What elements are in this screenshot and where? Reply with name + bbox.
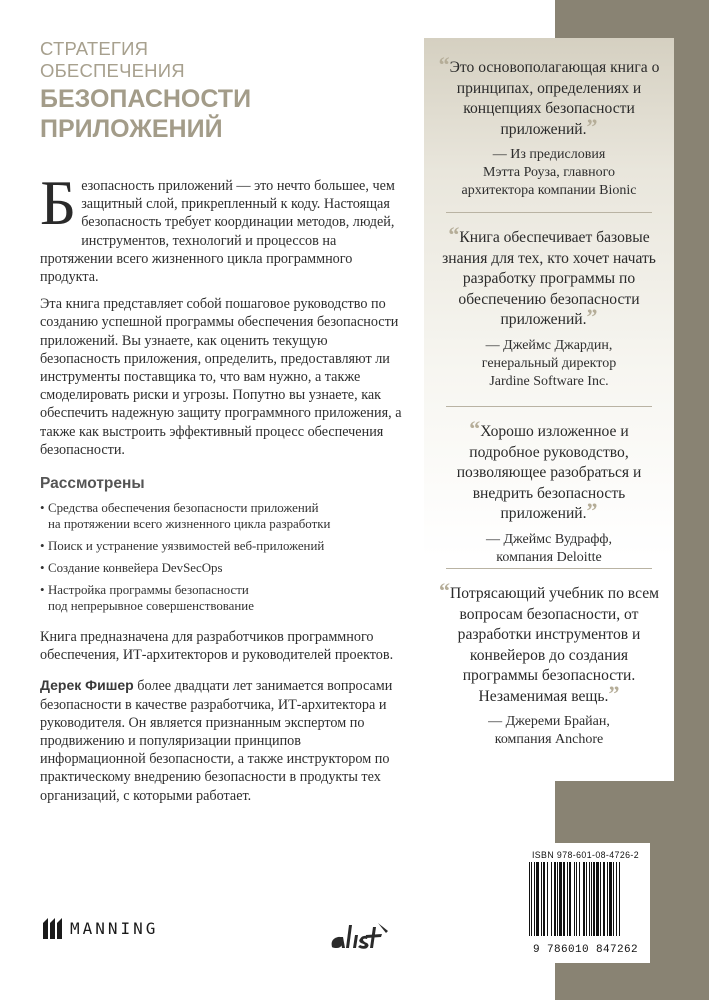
barcode-bar — [559, 862, 562, 936]
barcode-bar — [583, 862, 585, 936]
barcode-bar — [586, 862, 587, 936]
quote-text: Книга обеспечивает базовые знания для тех, кто хочет начать разработку программы по обеспечению безопасности приложений. — [442, 229, 656, 328]
quote-divider — [446, 212, 652, 213]
barcode-bar — [576, 862, 577, 936]
barcode-bars — [527, 860, 644, 938]
book-title — [40, 84, 405, 144]
open-quote-mark: “ — [448, 222, 460, 247]
main-text-column — [40, 38, 405, 805]
author-bio-text: более двадцати лет занимается вопросами безопасности в качестве разработчика, ИТ-архитектора и руководителя. Он является признанным экспертом по продвижению и популяризации принципов информационной безопасности, а также инструктором по практическому внедрению безопасности в продукты тех организаций, с которыми работает. — [40, 678, 393, 804]
quote-block — [424, 416, 674, 567]
barcode-bar — [613, 862, 614, 936]
close-quote-mark: ” — [586, 304, 598, 329]
quote-text: Хорошо изложенное и подробное руководство, позволяющее разобраться и внедрить безопасность приложений. — [456, 423, 642, 522]
barcode-bar — [596, 862, 599, 936]
quote-block — [424, 222, 674, 391]
quote-text: Потрясающий учебник по всем вопросам безопасности, от разработки инструментов и конвейеров до создания программы безопасности. Незаменимая вещь. — [450, 585, 659, 705]
quote-attribution: — Из предисловия Мэтта Роуза, главного архитектора компании Bionic — [461, 147, 637, 198]
quote-text: Это основополагающая книга о принципах, определениях и концепциях безопасности приложений. — [449, 59, 660, 138]
alist-logo-icon — [328, 917, 398, 957]
barcode-bar — [607, 862, 608, 936]
barcode-bar — [534, 862, 535, 936]
isbn-barcode — [521, 843, 650, 963]
barcode-bar — [531, 862, 532, 936]
list-item: • Настройка программы безопасности под непрерывное совершенствование — [40, 582, 405, 614]
open-quote-mark: “ — [439, 578, 450, 603]
description-paragraph: Эта книга представляет собой пошаговое руководство по созданию успешной программы обеспечения безопасности приложений. Вы узнаете, как оценить текущую безопасность приложения, определить, предоставляют ли инструменты поставщика то, что вам нужно, а также смоделировать риски и угрозы. Попутно вы узнаете, как обеспечить надежную защиту программного приложения, а также как выстроить эффективный процесс обеспечения безопасности. — [40, 296, 402, 458]
barcode-bar — [619, 862, 620, 936]
quote-divider — [446, 406, 652, 407]
barcode-bar — [543, 862, 545, 936]
intro-text: езопасность приложений — это нечто большее, чем защитный слой, прикрепленный к коду. Настоящая безопасность требует координации методов, людей, инструментов, технологий и процессов на протяжении всего жизненного цикла программного продукта. — [40, 178, 395, 286]
quote-attribution: — Джеймс Джардин, генеральный директор Jardine Software Inc. — [481, 337, 617, 389]
isbn-label: ISBN 978-601-08-4726-2 — [531, 850, 640, 860]
quote-attribution: — Джеймс Вудрафф, компания Deloitte — [486, 531, 612, 565]
quote-divider — [446, 568, 652, 569]
close-quote-mark: ” — [586, 113, 598, 139]
quote-block — [424, 52, 674, 200]
barcode-bar — [579, 862, 580, 936]
title-line: ПРИЛОЖЕНИЙ — [40, 115, 223, 143]
quotes-panel — [424, 38, 674, 781]
barcode-bar — [547, 862, 548, 936]
audience-paragraph: Книга предназначена для разработчиков программного обеспечения, ИТ-архитекторов и руководителей проектов. — [40, 629, 394, 664]
manning-mark-icon — [42, 917, 64, 939]
covered-heading: Рассмотрены — [40, 475, 145, 493]
quote-attribution: — Джереми Брайан, компания Anchore — [488, 714, 610, 747]
series-line: СТРАТЕГИЯ — [40, 38, 149, 59]
barcode-bar — [541, 862, 542, 936]
barcode-digits: 9 786010 847262 — [532, 944, 639, 956]
manning-wordmark: MANNING — [70, 918, 159, 938]
barcode-bar — [567, 862, 568, 936]
barcode-bar — [593, 862, 595, 936]
barcode-bar — [574, 862, 575, 936]
barcode-bar — [609, 862, 612, 936]
barcode-bar — [616, 862, 617, 936]
barcode-bar — [536, 862, 539, 936]
open-quote-mark: “ — [438, 52, 450, 77]
series-line: ОБЕСПЕЧЕНИЯ — [40, 60, 185, 81]
quote-block — [424, 578, 674, 749]
barcode-bar — [603, 862, 605, 936]
barcode-bar — [551, 862, 552, 936]
barcode-bar — [591, 862, 592, 936]
barcode-bar — [600, 862, 601, 936]
dropcap-letter: Б — [40, 168, 77, 238]
author-bio — [40, 676, 405, 804]
barcode-bar — [569, 862, 571, 936]
covered-list — [40, 500, 405, 614]
list-item: • Создание конвейера DevSecOps — [40, 560, 405, 576]
manning-logo — [42, 917, 158, 939]
barcode-bar — [529, 862, 530, 936]
barcode-bar — [589, 862, 590, 936]
close-quote-mark: ” — [608, 680, 620, 706]
list-item: • Поиск и устранение уязвимостей веб-приложений — [40, 538, 405, 554]
title-line: БЕЗОПАСНОСТИ — [40, 85, 252, 113]
close-quote-mark: ” — [586, 498, 598, 523]
barcode-bar — [554, 862, 556, 936]
open-quote-mark: “ — [469, 416, 481, 441]
list-item: • Средства обеспечения безопасности приложений на протяжении всего жизненного цикла разработки — [40, 500, 405, 532]
intro-paragraph — [40, 168, 405, 286]
series-title — [40, 38, 405, 82]
barcode-bar — [563, 862, 565, 936]
barcode-bar — [557, 862, 558, 936]
author-name: Дерек Фишер — [40, 677, 134, 694]
